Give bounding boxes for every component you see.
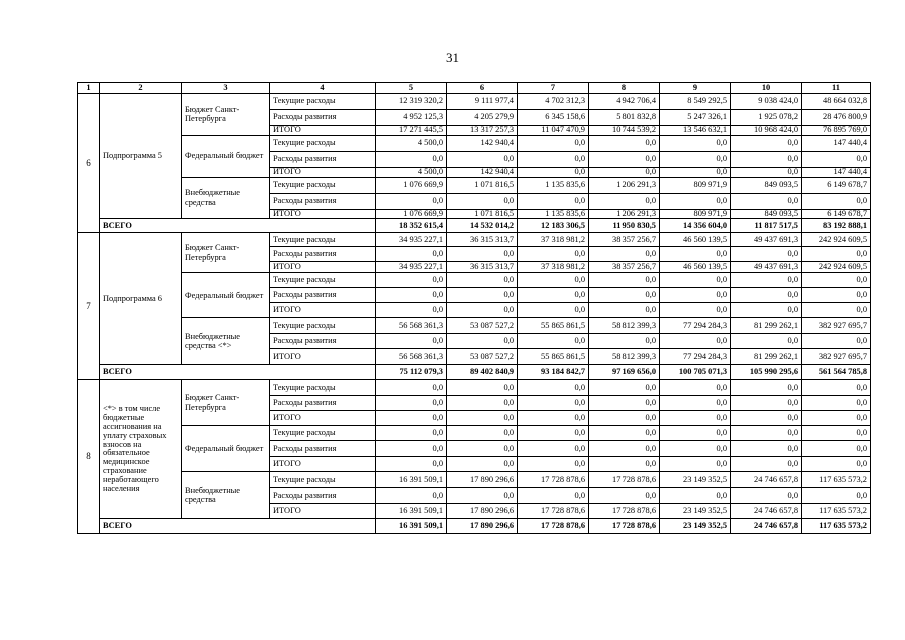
value-cell: 13 546 632,1 (660, 126, 731, 136)
expense-type: ИТОГО (270, 457, 376, 472)
value-cell: 0,0 (447, 396, 518, 411)
expense-type: Текущие расходы (270, 94, 376, 110)
value-cell: 1 135 835,6 (518, 209, 589, 219)
value-cell: 0,0 (802, 426, 871, 441)
funding-source: Внебюджетные средства <*> (182, 318, 270, 365)
value-cell: 242 924 609,5 (802, 262, 871, 273)
value-cell: 0,0 (518, 457, 589, 472)
value-cell: 81 299 262,1 (731, 318, 802, 334)
budget-table-body (78, 83, 871, 534)
table-row (78, 380, 871, 396)
value-cell: 17 271 445,5 (376, 126, 447, 136)
value-cell: 809 971,9 (660, 177, 731, 193)
value-cell: 77 294 284,3 (660, 349, 731, 365)
value-cell: 0,0 (518, 426, 589, 441)
value-cell: 0,0 (518, 135, 589, 151)
value-cell: 53 087 527,2 (447, 318, 518, 334)
funding-source: Федеральный бюджет (182, 426, 270, 472)
value-cell: 0,0 (660, 151, 731, 167)
value-cell: 1 076 669,9 (376, 177, 447, 193)
total-value: 105 990 295,6 (731, 365, 802, 380)
value-cell: 17 728 878,6 (589, 472, 660, 488)
value-cell: 48 664 032,8 (802, 94, 871, 110)
value-cell: 0,0 (518, 411, 589, 426)
value-cell: 11 047 470,9 (518, 126, 589, 136)
value-cell: 0,0 (731, 151, 802, 167)
value-cell: 0,0 (589, 457, 660, 472)
value-cell: 0,0 (660, 303, 731, 318)
table-row (78, 318, 871, 334)
value-cell: 24 746 657,8 (731, 472, 802, 488)
value-cell: 0,0 (802, 247, 871, 262)
value-cell: 6 345 158,6 (518, 110, 589, 126)
total-value: 561 564 785,8 (802, 365, 871, 380)
value-cell: 0,0 (660, 426, 731, 441)
value-cell: 0,0 (731, 488, 802, 504)
value-cell: 17 890 296,6 (447, 472, 518, 488)
value-cell: 0,0 (518, 488, 589, 504)
column-header: 10 (731, 83, 802, 94)
value-cell: 0,0 (731, 380, 802, 396)
page-number: 31 (446, 50, 459, 65)
value-cell: 0,0 (376, 411, 447, 426)
expense-type: Расходы развития (270, 488, 376, 504)
value-cell: 0,0 (447, 411, 518, 426)
value-cell: 0,0 (589, 488, 660, 504)
value-cell: 0,0 (802, 151, 871, 167)
value-cell: 0,0 (802, 380, 871, 396)
total-value: 14 532 014,2 (447, 219, 518, 233)
value-cell: 0,0 (518, 303, 589, 318)
value-cell: 0,0 (447, 247, 518, 262)
total-label: ВСЕГО (100, 519, 376, 534)
total-label: ВСЕГО (100, 365, 376, 380)
value-cell: 53 087 527,2 (447, 349, 518, 365)
value-cell: 0,0 (660, 457, 731, 472)
column-header: 11 (802, 83, 871, 94)
expense-type: Текущие расходы (270, 233, 376, 247)
value-cell: 1 076 669,9 (376, 209, 447, 219)
value-cell: 0,0 (731, 135, 802, 151)
value-cell: 5 801 832,8 (589, 110, 660, 126)
funding-source: Федеральный бюджет (182, 273, 270, 318)
value-cell: 0,0 (589, 380, 660, 396)
total-label: ВСЕГО (100, 219, 376, 233)
expense-type: Текущие расходы (270, 318, 376, 334)
value-cell: 0,0 (731, 303, 802, 318)
budget-table (77, 82, 871, 534)
value-cell: 0,0 (518, 273, 589, 288)
value-cell: 0,0 (731, 441, 802, 457)
value-cell: 0,0 (447, 303, 518, 318)
expense-type: Расходы развития (270, 396, 376, 411)
value-cell: 0,0 (518, 441, 589, 457)
subprogram-name: Подпрограмма 6 (100, 233, 182, 365)
row-number: 6 (78, 94, 100, 233)
value-cell: 0,0 (376, 193, 447, 209)
value-cell: 0,0 (376, 303, 447, 318)
value-cell: 117 635 573,2 (802, 504, 871, 519)
total-value: 17 728 878,6 (518, 519, 589, 534)
value-cell: 0,0 (660, 334, 731, 349)
column-header: 6 (447, 83, 518, 94)
value-cell: 0,0 (660, 411, 731, 426)
value-cell: 0,0 (802, 334, 871, 349)
funding-source: Внебюджетные средства (182, 177, 270, 219)
value-cell: 0,0 (802, 288, 871, 303)
value-cell: 0,0 (660, 247, 731, 262)
table-row (78, 472, 871, 488)
value-cell: 0,0 (589, 193, 660, 209)
value-cell: 12 319 320,2 (376, 94, 447, 110)
expense-type: Текущие расходы (270, 426, 376, 441)
expense-type: Расходы развития (270, 334, 376, 349)
total-value: 24 746 657,8 (731, 519, 802, 534)
total-value: 89 402 840,9 (447, 365, 518, 380)
expense-type: Текущие расходы (270, 177, 376, 193)
value-cell: 117 635 573,2 (802, 472, 871, 488)
total-value: 12 183 306,5 (518, 219, 589, 233)
value-cell: 0,0 (731, 193, 802, 209)
expense-type: ИТОГО (270, 262, 376, 273)
value-cell: 382 927 695,7 (802, 349, 871, 365)
value-cell: 0,0 (518, 396, 589, 411)
value-cell: 0,0 (518, 167, 589, 177)
value-cell: 0,0 (802, 411, 871, 426)
value-cell: 0,0 (731, 167, 802, 177)
total-value: 75 112 079,3 (376, 365, 447, 380)
value-cell: 1 135 835,6 (518, 177, 589, 193)
subprogram-name: Подпрограмма 5 (100, 94, 182, 219)
expense-type: ИТОГО (270, 126, 376, 136)
value-cell: 17 728 878,6 (589, 504, 660, 519)
value-cell: 0,0 (802, 457, 871, 472)
value-cell: 38 357 256,7 (589, 233, 660, 247)
column-header-row (78, 83, 871, 94)
value-cell: 9 111 977,4 (447, 94, 518, 110)
value-cell: 46 560 139,5 (660, 262, 731, 273)
value-cell: 34 935 227,1 (376, 233, 447, 247)
expense-type: ИТОГО (270, 349, 376, 365)
value-cell: 0,0 (589, 247, 660, 262)
value-cell: 55 865 861,5 (518, 318, 589, 334)
value-cell: 81 299 262,1 (731, 349, 802, 365)
value-cell: 0,0 (376, 288, 447, 303)
value-cell: 0,0 (447, 457, 518, 472)
column-header: 9 (660, 83, 731, 94)
value-cell: 0,0 (660, 273, 731, 288)
value-cell: 37 318 981,2 (518, 233, 589, 247)
expense-type: Текущие расходы (270, 380, 376, 396)
value-cell: 0,0 (731, 411, 802, 426)
expense-type: Текущие расходы (270, 472, 376, 488)
value-cell: 0,0 (731, 288, 802, 303)
value-cell: 38 357 256,7 (589, 262, 660, 273)
value-cell: 1 071 816,5 (447, 209, 518, 219)
table-row (78, 135, 871, 151)
value-cell: 49 437 691,3 (731, 233, 802, 247)
value-cell: 4 952 125,3 (376, 110, 447, 126)
column-header: 8 (589, 83, 660, 94)
value-cell: 0,0 (660, 288, 731, 303)
table-row (78, 94, 871, 110)
value-cell: 16 391 509,1 (376, 504, 447, 519)
table-row (78, 273, 871, 288)
value-cell: 0,0 (376, 151, 447, 167)
value-cell: 0,0 (802, 303, 871, 318)
value-cell: 0,0 (518, 151, 589, 167)
value-cell: 56 568 361,3 (376, 349, 447, 365)
value-cell: 58 812 399,3 (589, 318, 660, 334)
total-value: 16 391 509,1 (376, 519, 447, 534)
value-cell: 5 247 326,1 (660, 110, 731, 126)
value-cell: 0,0 (802, 396, 871, 411)
value-cell: 0,0 (802, 273, 871, 288)
value-cell: 1 071 816,5 (447, 177, 518, 193)
funding-source: Бюджет Санкт-Петербурга (182, 233, 270, 273)
value-cell: 0,0 (447, 193, 518, 209)
value-cell: 13 317 257,3 (447, 126, 518, 136)
value-cell: 34 935 227,1 (376, 262, 447, 273)
value-cell: 1 925 078,2 (731, 110, 802, 126)
funding-source: Федеральный бюджет (182, 135, 270, 177)
total-value: 14 356 604,0 (660, 219, 731, 233)
value-cell: 849 093,5 (731, 177, 802, 193)
value-cell: 23 149 352,5 (660, 504, 731, 519)
table-row (78, 426, 871, 441)
value-cell: 4 500,0 (376, 167, 447, 177)
value-cell: 0,0 (447, 151, 518, 167)
value-cell: 4 942 706,4 (589, 94, 660, 110)
total-row (78, 519, 871, 534)
value-cell: 0,0 (376, 247, 447, 262)
total-value: 23 149 352,5 (660, 519, 731, 534)
value-cell: 17 728 878,6 (518, 504, 589, 519)
value-cell: 0,0 (589, 288, 660, 303)
value-cell: 0,0 (518, 334, 589, 349)
value-cell: 0,0 (660, 135, 731, 151)
table-row (78, 233, 871, 247)
row-number: 8 (78, 380, 100, 534)
value-cell: 0,0 (376, 380, 447, 396)
value-cell: 17 728 878,6 (518, 472, 589, 488)
column-header: 5 (376, 83, 447, 94)
value-cell: 147 440,4 (802, 135, 871, 151)
value-cell: 809 971,9 (660, 209, 731, 219)
value-cell: 0,0 (660, 193, 731, 209)
value-cell: 24 746 657,8 (731, 504, 802, 519)
value-cell: 147 440,4 (802, 167, 871, 177)
value-cell: 6 149 678,7 (802, 177, 871, 193)
value-cell: 49 437 691,3 (731, 262, 802, 273)
value-cell: 0,0 (518, 380, 589, 396)
value-cell: 0,0 (660, 380, 731, 396)
value-cell: 0,0 (376, 426, 447, 441)
column-header: 1 (78, 83, 100, 94)
value-cell: 0,0 (376, 396, 447, 411)
value-cell: 36 315 313,7 (447, 233, 518, 247)
value-cell: 0,0 (660, 396, 731, 411)
value-cell: 10 968 424,0 (731, 126, 802, 136)
column-header: 7 (518, 83, 589, 94)
value-cell: 55 865 861,5 (518, 349, 589, 365)
column-header: 2 (100, 83, 182, 94)
value-cell: 0,0 (447, 273, 518, 288)
value-cell: 58 812 399,3 (589, 349, 660, 365)
value-cell: 0,0 (589, 411, 660, 426)
value-cell: 0,0 (731, 334, 802, 349)
expense-type: Расходы развития (270, 193, 376, 209)
value-cell: 0,0 (731, 247, 802, 262)
value-cell: 23 149 352,5 (660, 472, 731, 488)
value-cell: 0,0 (447, 380, 518, 396)
value-cell: 0,0 (660, 167, 731, 177)
total-value: 93 184 842,7 (518, 365, 589, 380)
total-value: 117 635 573,2 (802, 519, 871, 534)
value-cell: 8 549 292,5 (660, 94, 731, 110)
value-cell: 0,0 (802, 488, 871, 504)
value-cell: 0,0 (731, 273, 802, 288)
value-cell: 1 206 291,3 (589, 177, 660, 193)
value-cell: 0,0 (447, 488, 518, 504)
value-cell: 0,0 (802, 193, 871, 209)
value-cell: 0,0 (589, 135, 660, 151)
value-cell: 0,0 (589, 396, 660, 411)
value-cell: 0,0 (731, 426, 802, 441)
value-cell: 142 940,4 (447, 135, 518, 151)
expense-type: Расходы развития (270, 288, 376, 303)
value-cell: 849 093,5 (731, 209, 802, 219)
value-cell: 0,0 (731, 396, 802, 411)
total-value: 83 192 888,1 (802, 219, 871, 233)
value-cell: 0,0 (589, 441, 660, 457)
value-cell: 17 890 296,6 (447, 504, 518, 519)
value-cell: 10 744 539,2 (589, 126, 660, 136)
value-cell: 0,0 (376, 457, 447, 472)
value-cell: 0,0 (518, 193, 589, 209)
value-cell: 0,0 (376, 273, 447, 288)
expense-type: Текущие расходы (270, 135, 376, 151)
value-cell: 0,0 (447, 334, 518, 349)
value-cell: 56 568 361,3 (376, 318, 447, 334)
value-cell: 0,0 (376, 441, 447, 457)
value-cell: 0,0 (447, 426, 518, 441)
value-cell: 77 294 284,3 (660, 318, 731, 334)
value-cell: 0,0 (660, 441, 731, 457)
value-cell: 0,0 (447, 441, 518, 457)
expense-type: ИТОГО (270, 504, 376, 519)
value-cell: 0,0 (589, 167, 660, 177)
value-cell: 0,0 (447, 288, 518, 303)
total-value: 97 169 656,0 (589, 365, 660, 380)
total-value: 11 950 830,5 (589, 219, 660, 233)
expense-type: Расходы развития (270, 247, 376, 262)
funding-source: Внебюджетные средства (182, 472, 270, 519)
value-cell: 0,0 (660, 488, 731, 504)
value-cell: 9 038 424,0 (731, 94, 802, 110)
table-row (78, 177, 871, 193)
value-cell: 4 500,0 (376, 135, 447, 151)
total-value: 17 728 878,6 (589, 519, 660, 534)
value-cell: 0,0 (518, 247, 589, 262)
row-number: 7 (78, 233, 100, 380)
expense-type: ИТОГО (270, 411, 376, 426)
funding-source: Бюджет Санкт-Петербурга (182, 94, 270, 136)
total-value: 18 352 615,4 (376, 219, 447, 233)
column-header: 4 (270, 83, 376, 94)
value-cell: 28 476 800,9 (802, 110, 871, 126)
value-cell: 0,0 (731, 457, 802, 472)
funding-source: Бюджет Санкт-Петербурга (182, 380, 270, 426)
value-cell: 142 940,4 (447, 167, 518, 177)
total-value: 11 817 517,5 (731, 219, 802, 233)
value-cell: 0,0 (589, 273, 660, 288)
value-cell: 0,0 (589, 334, 660, 349)
value-cell: 1 206 291,3 (589, 209, 660, 219)
value-cell: 0,0 (802, 441, 871, 457)
expense-type: ИТОГО (270, 167, 376, 177)
total-value: 100 705 071,3 (660, 365, 731, 380)
value-cell: 0,0 (518, 288, 589, 303)
expense-type: ИТОГО (270, 303, 376, 318)
value-cell: 0,0 (589, 303, 660, 318)
value-cell: 0,0 (589, 426, 660, 441)
value-cell: 76 895 769,0 (802, 126, 871, 136)
value-cell: 382 927 695,7 (802, 318, 871, 334)
expense-type: Текущие расходы (270, 273, 376, 288)
value-cell: 6 149 678,7 (802, 209, 871, 219)
subprogram-name: <*> в том числе бюджетные ассигнования на уплату страховых взносов на обязательное медицинское страхование неработающего населения (100, 380, 182, 519)
expense-type: Расходы развития (270, 151, 376, 167)
expense-type: Расходы развития (270, 110, 376, 126)
value-cell: 4 702 312,3 (518, 94, 589, 110)
expense-type: Расходы развития (270, 441, 376, 457)
total-row (78, 219, 871, 233)
expense-type: ИТОГО (270, 209, 376, 219)
value-cell: 36 315 313,7 (447, 262, 518, 273)
value-cell: 242 924 609,5 (802, 233, 871, 247)
value-cell: 4 205 279,9 (447, 110, 518, 126)
value-cell: 16 391 509,1 (376, 472, 447, 488)
total-value: 17 890 296,6 (447, 519, 518, 534)
value-cell: 0,0 (589, 151, 660, 167)
column-header: 3 (182, 83, 270, 94)
value-cell: 0,0 (376, 334, 447, 349)
value-cell: 0,0 (376, 488, 447, 504)
value-cell: 46 560 139,5 (660, 233, 731, 247)
value-cell: 37 318 981,2 (518, 262, 589, 273)
total-row (78, 365, 871, 380)
